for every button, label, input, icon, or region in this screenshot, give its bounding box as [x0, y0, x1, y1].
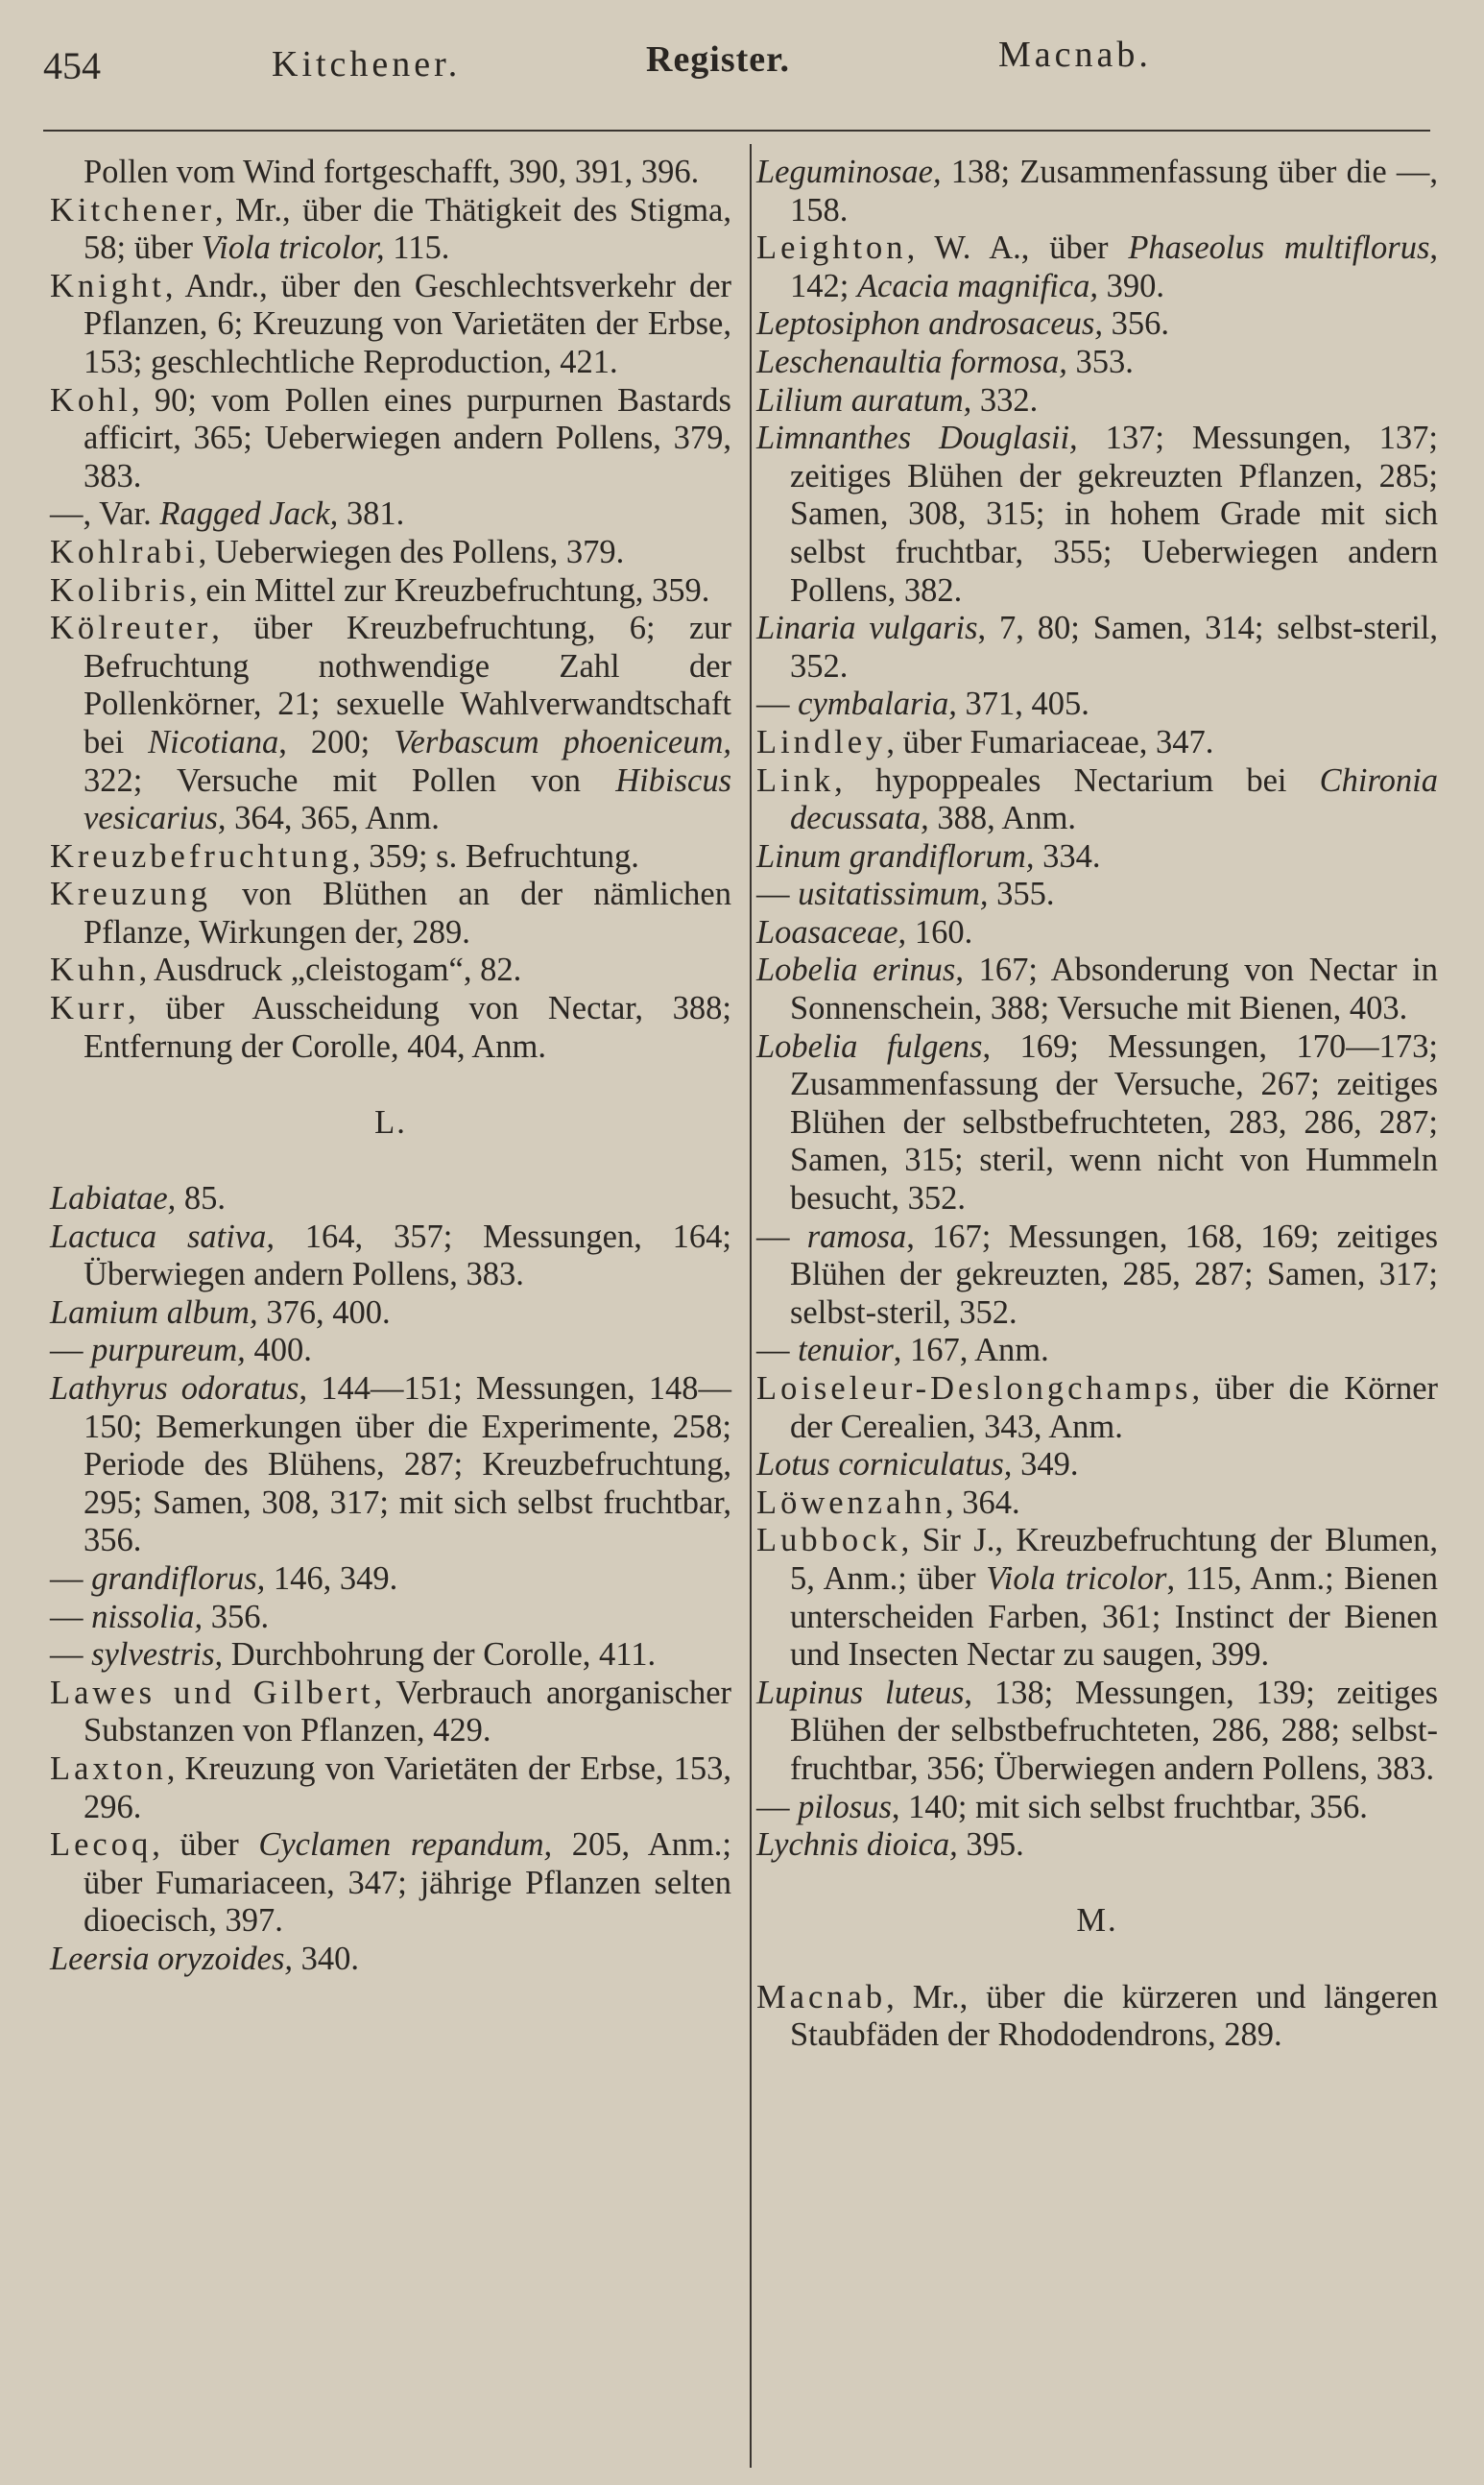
- entry-text: , über: [152, 1826, 259, 1864]
- entry-text: 332.: [971, 381, 1039, 419]
- entry-italic-text: Ragged Jack,: [159, 495, 339, 533]
- entry-headword: Lecoq: [50, 1826, 153, 1864]
- section-spacer: [50, 1066, 731, 1104]
- entry-headword: Kohl: [50, 381, 132, 419]
- entry-text: , Sir J., Kreuzbefruchtung der Blumen, 5, Anm.; über: [790, 1522, 1438, 1597]
- entry-text: Pollen vom Wind fortgeschafft, 390, 391, 396.: [84, 154, 700, 190]
- entry-text: 356.: [203, 1598, 270, 1635]
- entry-text: 390.: [1098, 267, 1164, 304]
- entry-text: 376, 400.: [257, 1293, 391, 1331]
- header-title: Register.: [646, 39, 791, 80]
- index-entry: [756, 1979, 1438, 2055]
- index-entry: [756, 1522, 1438, 1674]
- index-entry: [50, 1826, 731, 1941]
- index-entry: [756, 838, 1438, 877]
- entry-text: , 364.: [945, 1484, 1020, 1521]
- entry-text: , Andr., über den Geschlechtsverkehr der Pflanzen, 6; Kreuzung von Varietäten der Erbse, 153; geschlechtliche Reproduction, 421.: [84, 267, 731, 380]
- entry-italic-text: Viola tricolor,: [201, 229, 385, 267]
- entry-text: 322; Versuche mit Pollen von: [84, 761, 616, 799]
- entry-headword: Kölreuter: [50, 610, 212, 647]
- entry-text: 205, Anm.; über Fumariaceen, 347; jährige Pflanzen selten dioecisch, 397.: [84, 1826, 731, 1940]
- entry-italic-text: Linaria vulgaris: [756, 610, 978, 647]
- entry-text: , Kreuzung von Varietäten der Erbse, 153, 296.: [84, 1749, 731, 1825]
- entry-text: , 138; Messungen, 139; zeitiges Blühen der selbstbefruchteten, 286, 288; selbst-fruchtbar, 356; Überwiegen andern Pollens, 383.: [790, 1674, 1439, 1787]
- index-entry: [756, 762, 1438, 838]
- entry-headword: Kurr: [50, 990, 129, 1027]
- index-entry: [50, 534, 731, 572]
- index-entry: [756, 1675, 1438, 1789]
- entry-headword: Knight: [50, 267, 165, 304]
- entry-italic-text: Lilium auratum,: [756, 381, 972, 419]
- entry-italic-text: Limnanthes Douglasii,: [756, 420, 1078, 457]
- entry-text: 356.: [1102, 305, 1169, 343]
- index-entry: [50, 1370, 731, 1560]
- index-entry: [50, 952, 731, 990]
- entry-italic-text: Lychnis dioica,: [756, 1826, 958, 1864]
- entry-headword: Kuhn: [50, 952, 139, 989]
- entry-italic-text: Loasaceae,: [756, 913, 907, 951]
- entry-text: , W. A., über: [906, 229, 1129, 267]
- entry-headword: Leighton: [756, 229, 907, 267]
- entry-text: , 167; Messungen, 168, 169; zeitiges Blühen der gekreuzten, 285, 287; Samen, 317; selbst-steril, 352.: [790, 1218, 1439, 1331]
- index-entry: [50, 838, 731, 877]
- entry-italic-text: Lupinus luteus: [756, 1674, 965, 1711]
- index-entry: [756, 686, 1438, 724]
- entry-text: , Verbrauch anorganischer Substanzen von Pflanzen, 429.: [84, 1674, 732, 1749]
- entry-text: 146, 349.: [265, 1559, 398, 1597]
- entry-text: , über Ausscheidung von Nectar, 388; Entfernung der Corolle, 404, Anm.: [84, 990, 731, 1065]
- right-column: [756, 154, 1438, 2055]
- index-entry: [50, 1636, 731, 1675]
- entry-headword: Laxton: [50, 1749, 167, 1787]
- index-entry: [50, 1218, 731, 1294]
- index-entry: [50, 1599, 731, 1637]
- entry-headword: Löwenzahn: [756, 1484, 945, 1521]
- entry-italic-text: Cyclamen repandum,: [258, 1826, 553, 1864]
- index-entry: [50, 990, 731, 1066]
- entry-italic-text: ramosa: [806, 1218, 907, 1255]
- entry-text: —: [756, 876, 799, 913]
- index-entry: [50, 610, 731, 838]
- index-entry: [756, 305, 1438, 344]
- entry-italic-text: Lathyrus odoratus: [50, 1370, 299, 1407]
- entry-italic-text: nissolia,: [91, 1598, 203, 1635]
- entry-italic-text: Lactuca sativa,: [50, 1218, 275, 1255]
- entry-text: 395.: [957, 1826, 1024, 1864]
- entry-italic-text: Phaseolus multiflorus: [1128, 229, 1430, 267]
- entry-text: , Mr., über die kürzeren und längeren Staubfäden der Rhododendrons, 289.: [790, 1978, 1438, 2054]
- entry-headword: Kitchener: [50, 191, 216, 229]
- entry-italic-text: Acacia magnifica,: [856, 267, 1098, 304]
- entry-text: , 7, 80; Samen, 314; selbst-steril, 352.: [790, 610, 1438, 685]
- entry-headword: Lubbock: [756, 1522, 901, 1559]
- entry-text: , über Kreuzbefruchtung, 6; zur Befruchtung nothwendige Zahl der Pollenkörner, 21; sexuelle Wahlverwandtschaft bei: [84, 610, 731, 760]
- entry-text: , ein Mittel zur Kreuzbefruchtung, 359.: [189, 571, 710, 609]
- index-entry: [50, 268, 731, 382]
- entry-italic-text: grandiflorus,: [91, 1559, 266, 1597]
- entry-italic-text: purpureum,: [91, 1332, 246, 1369]
- entry-text: Durchbohrung der Corolle, 411.: [223, 1636, 657, 1674]
- entry-text: , 359; s. Befruchtung.: [351, 837, 639, 875]
- entry-headword: Macnab: [756, 1978, 887, 2015]
- entry-italic-text: Hibiscus vesicarius,: [84, 761, 731, 837]
- entry-headword: Kreuzung: [50, 876, 212, 913]
- index-entry: [50, 1750, 731, 1826]
- index-entry: [50, 572, 731, 611]
- index-entry: [756, 610, 1438, 686]
- entry-text: —: [756, 686, 799, 723]
- index-entry: [756, 1484, 1438, 1523]
- entry-text: 115.: [384, 229, 450, 267]
- entry-text: —: [756, 1788, 799, 1825]
- entry-italic-text: Nicotiana: [148, 723, 279, 760]
- entry-headword: Link: [756, 761, 835, 799]
- entry-italic-text: usitatissimum,: [798, 876, 989, 913]
- entry-text: , Mr., über die Thätigkeit des Stigma, 58; über: [84, 191, 731, 267]
- index-entry: [756, 154, 1438, 229]
- index-entry: [50, 154, 731, 192]
- index-entry: [756, 1332, 1438, 1370]
- index-entry: [756, 914, 1438, 953]
- entry-italic-text: pilosus: [798, 1788, 892, 1825]
- entry-italic-text: Lobelia erinus: [756, 952, 956, 989]
- index-entry: [50, 1180, 731, 1218]
- index-entry: [50, 1332, 731, 1370]
- index-entry: [50, 1294, 731, 1333]
- entry-text: , 144—151; Messungen, 148—150; Bemerkungen über die Experimente, 258; Periode des Blühens, 287; Kreuzbefruchtung, 295; Samen, 308, 317; mit sich selbst fruchtbar, 356.: [84, 1370, 731, 1559]
- header-right-catchword: Macnab.: [998, 35, 1152, 75]
- entry-text: , 200;: [278, 723, 395, 760]
- entry-text: 349.: [1012, 1446, 1079, 1484]
- entry-italic-text: Lamium album,: [50, 1293, 258, 1331]
- entry-text: 160.: [906, 913, 973, 951]
- entry-italic-text: Leptosiphon androsaceus,: [756, 305, 1103, 343]
- index-entry: [50, 192, 731, 268]
- entry-italic-text: Labiatae,: [50, 1180, 177, 1218]
- index-entry: [50, 876, 731, 952]
- section-heading: M.: [1076, 1902, 1118, 1940]
- entry-text: , 140; mit sich selbst fruchtbar, 356.: [891, 1788, 1368, 1825]
- entry-italic-text: sylvestris,: [91, 1636, 224, 1674]
- column-divider: [750, 144, 752, 2468]
- entry-text: 364, 365, Anm.: [226, 800, 440, 837]
- entry-text: , 115, Anm.; Bienen unterscheiden Farben, 361; Instinct der Bienen und Insecten Nectar zu saugen, 399.: [790, 1559, 1438, 1674]
- entry-text: , 90; vom Pollen eines purpurnen Bastards afficirt, 365; Ueberwiegen andern Pollens, 379, 383.: [84, 381, 731, 495]
- entry-italic-text: tenuior: [798, 1332, 894, 1369]
- entry-headword: Kolibris: [50, 571, 190, 609]
- index-entry: [756, 1789, 1438, 1827]
- entry-text: 371, 405.: [956, 686, 1089, 723]
- index-entry: [756, 724, 1438, 762]
- entry-text: 137; Messungen, 137; zeitiges Blühen der gekreuzten Pflanzen, 285; Samen, 308, 315; in hohem Grade mit sich selbst fruchtbar, 355; Ueberwiegen andern Pollens, 382.: [790, 420, 1438, 609]
- section-spacer: [50, 1142, 731, 1180]
- entry-headword: Lindley: [756, 723, 887, 760]
- entry-text: —: [756, 1218, 807, 1255]
- entry-italic-text: Leschenaultia formosa,: [756, 343, 1067, 380]
- index-entry: [756, 1218, 1438, 1333]
- index-entry: [50, 495, 731, 534]
- index-entry: [756, 1826, 1438, 1865]
- entry-italic-text: Chironia decussata,: [790, 761, 1438, 837]
- entry-text: , 167; Absonderung von Nectar in Sonnenschein, 388; Versuche mit Bienen, 403.: [790, 952, 1439, 1027]
- entry-text: , 142;: [790, 229, 1438, 304]
- section-heading: L.: [374, 1103, 407, 1141]
- running-header: [0, 35, 1484, 106]
- entry-text: 400.: [245, 1332, 312, 1369]
- index-entry: [50, 382, 731, 496]
- entry-text: 388, Anm.: [928, 800, 1077, 837]
- entry-text: , Ueberwiegen des Pollens, 379.: [198, 533, 625, 570]
- entry-text: —: [756, 1332, 799, 1369]
- entry-text: von Blüthen an der nämlichen Pflanze, Wirkungen der, 289.: [84, 876, 731, 951]
- left-column: [50, 154, 731, 1979]
- section-spacer: [756, 1865, 1438, 1903]
- entry-headword: Lawes und Gilbert: [50, 1674, 374, 1711]
- entry-italic-text: Leguminosae,: [756, 154, 942, 190]
- entry-italic-text: Linum grandiflorum,: [756, 837, 1035, 875]
- entry-italic-text: Viola tricolor: [986, 1559, 1167, 1597]
- entry-text: 381.: [338, 495, 405, 533]
- index-entry: [50, 1675, 731, 1750]
- entry-text: , hypoppeales Nectarium bei: [834, 761, 1320, 799]
- header-left-catchword: Kitchener.: [272, 44, 462, 84]
- index-entry: [50, 1941, 731, 1979]
- entry-text: , 167, Anm.: [893, 1332, 1049, 1369]
- entry-text: —: [50, 1636, 92, 1674]
- entry-italic-text: Leersia oryzoides,: [50, 1940, 293, 1977]
- index-entry: [756, 1028, 1438, 1218]
- section-spacer: [756, 1941, 1438, 1979]
- index-entry: [756, 382, 1438, 421]
- entry-text: —: [50, 1332, 92, 1369]
- entry-italic-text: Verbascum phoeniceum,: [394, 723, 731, 760]
- entry-text: , über Fumariaceae, 347.: [886, 723, 1214, 760]
- page-number: 454: [43, 44, 101, 87]
- entry-italic-text: Lotus corniculatus,: [756, 1446, 1013, 1484]
- index-entry: [50, 1560, 731, 1599]
- entry-text: 355.: [988, 876, 1055, 913]
- entry-headword: Kohlrabi: [50, 533, 199, 570]
- entry-text: 340.: [293, 1940, 359, 1977]
- index-entry: [756, 420, 1438, 610]
- entry-headword: Kreuzbefruchtung: [50, 837, 352, 875]
- entry-text: 164, 357; Messungen, 164; Überwiegen andern Pollens, 383.: [84, 1218, 731, 1293]
- index-entry: [756, 1446, 1438, 1484]
- entry-text: , über die Körner der Cerealien, 343, Anm.: [790, 1370, 1438, 1445]
- entry-text: , Ausdruck „cleistogam“, 82.: [138, 952, 522, 989]
- index-entry: [756, 229, 1438, 305]
- entry-italic-text: Lobelia fulgens: [756, 1027, 983, 1065]
- entry-text: —, Var.: [50, 495, 160, 533]
- index-entry: [756, 1370, 1438, 1446]
- entry-text: , 169; Messungen, 170—173; Zusammenfassung der Versuche, 267; zeitiges Blühen der selbstbefruchteten, 283, 286, 287; Samen, 315; steril, wenn nicht von Hummeln besucht, 352.: [790, 1027, 1438, 1218]
- entry-text: —: [50, 1598, 92, 1635]
- entry-text: —: [50, 1559, 92, 1597]
- index-entry: [756, 952, 1438, 1027]
- entry-italic-text: cymbalaria,: [798, 686, 957, 723]
- entry-text: 85.: [176, 1180, 227, 1218]
- entry-headword: Loiseleur-Deslongchamps: [756, 1370, 1192, 1407]
- header-rule: [43, 130, 1430, 132]
- index-entry: [756, 344, 1438, 382]
- index-entry: [756, 876, 1438, 914]
- entry-text: 353.: [1066, 343, 1134, 380]
- entry-text: 334.: [1034, 837, 1101, 875]
- entry-text: 138; Zusammenfassung über die —, 158.: [790, 154, 1438, 229]
